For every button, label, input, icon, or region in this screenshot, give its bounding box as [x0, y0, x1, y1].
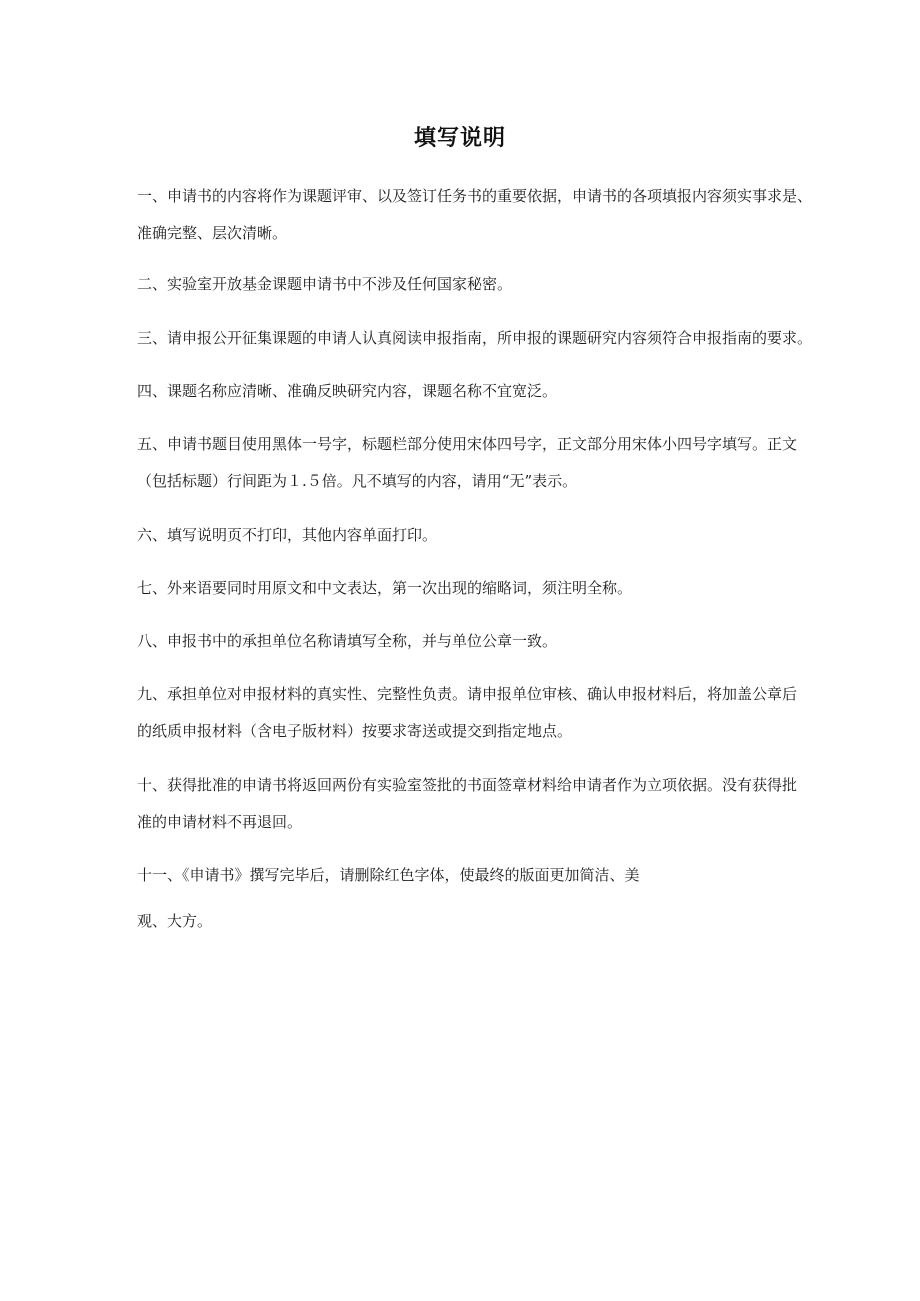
- instruction-line: 七、外来语要同时用原文和中文表达，第一次出现的缩略词，须注明全称。: [137, 579, 633, 597]
- instruction-item-2: [137, 266, 837, 303]
- instruction-line: 的纸质申报材料（含电子版材料）按要求寄送或提交到指定地点。: [137, 722, 573, 740]
- instruction-line: 十一、《申请书》撰写完毕后，请删除红色字体，使最终的版面更加简洁、美: [137, 866, 640, 884]
- instruction-item-3: [137, 320, 837, 357]
- instruction-line: 八、申报书中的承担单位名称请填写全称，并与单位公章一致。: [137, 632, 558, 650]
- instruction-item-5: [137, 426, 837, 500]
- instruction-item-9: [137, 676, 837, 750]
- instruction-line: 九、承担单位对申报材料的真实性、完整性负责。请申报单位审核、确认申报材料后，将加盖公章后: [137, 685, 798, 703]
- page-title: 填写说明: [413, 126, 506, 151]
- instruction-item-7: [137, 570, 837, 607]
- instruction-line: 二、实验室开放基金课题申请书中不涉及任何国家秘密。: [137, 275, 513, 293]
- instruction-item-6: [137, 517, 837, 554]
- instruction-line: 六、填写说明页不打印，其他内容单面打印。: [137, 526, 438, 544]
- instruction-line: 准确完整、层次清晰。: [137, 224, 288, 242]
- instruction-item-10: [137, 767, 837, 841]
- instruction-line: 观、大方。: [137, 912, 213, 930]
- instruction-line: （包括标题）行间距为１.５倍。凡不填写的内容，请用“无”表示。: [137, 472, 578, 490]
- instruction-line: 五、申请书题目使用黑体一号字，标题栏部分使用宋体四号字，正文部分用宋体小四号字填写。正文: [137, 435, 798, 453]
- instruction-line: 四、课题名称应清晰、准确反映研究内容，课题名称不宜宽泛。: [137, 382, 558, 400]
- instruction-item-8: [137, 623, 837, 660]
- instruction-line: 三、请申报公开征集课题的申请人认真阅读申报指南，所申报的课题研究内容须符合申报指南的要求。: [137, 329, 813, 347]
- instruction-line: 一、申请书的内容将作为课题评审、以及签订任务书的重要依据，申请书的各项填报内容须实事求是、: [137, 187, 813, 205]
- instruction-item-4: [137, 373, 837, 410]
- instruction-item-1: [137, 178, 837, 252]
- instruction-item-11: [137, 857, 837, 940]
- instruction-line: 准的申请材料不再退回。: [137, 813, 303, 831]
- instruction-line: 十、获得批准的申请书将返回两份有实验室签批的书面签章材料给申请者作为立项依据。没有获得批: [137, 776, 798, 794]
